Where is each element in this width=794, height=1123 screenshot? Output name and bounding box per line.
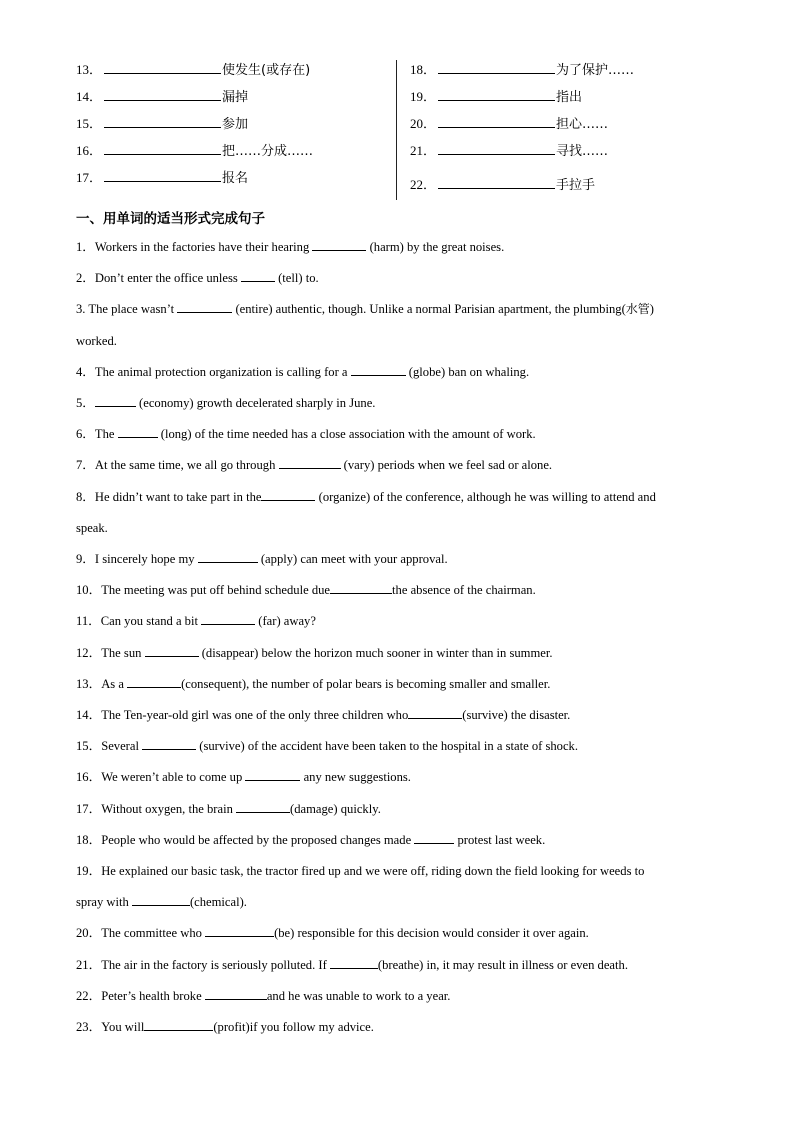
answer-blank[interactable]	[201, 612, 255, 625]
chinese-meaning: 担心……	[556, 117, 609, 132]
item-number: 20．	[76, 926, 102, 940]
exercise-item	[76, 737, 721, 755]
item-number: 5．	[76, 396, 95, 410]
sentence-text: Without oxygen, the brain	[101, 802, 237, 816]
sentence-text: (apply) can meet with your approval.	[257, 552, 448, 566]
column-divider	[396, 60, 397, 200]
item-number: 13．	[76, 677, 102, 691]
item-number: 1．	[76, 240, 95, 254]
exercise-item	[76, 581, 721, 599]
item-number: 17．	[76, 802, 102, 816]
sentence-text: (vary) periods when we feel sad or alone.	[340, 458, 553, 472]
sentence-text: He explained our basic task, the tractor fired up and we were off, riding down the field looking for weeds to	[101, 864, 645, 878]
exercise-item	[76, 956, 721, 974]
sentence-text: (harm) by the great noises.	[366, 240, 505, 254]
answer-blank[interactable]	[118, 425, 158, 438]
answer-blank[interactable]	[414, 831, 454, 844]
exercise-item	[76, 394, 721, 412]
answer-blank[interactable]	[205, 924, 274, 937]
sentence-text: You will	[101, 1020, 145, 1034]
vocab-item	[410, 60, 634, 80]
item-number: 22．	[76, 989, 102, 1003]
item-number: 14．	[76, 708, 102, 722]
vocab-item	[76, 168, 248, 188]
item-number: 17．	[76, 170, 103, 185]
sentence-text: (globe) ban on whaling.	[405, 365, 530, 379]
item-number: 16．	[76, 770, 102, 784]
exercise-item	[76, 644, 721, 662]
answer-blank[interactable]	[261, 488, 315, 501]
sentence-text: People who would be affected by the proposed changes made	[101, 833, 415, 847]
sentence-text: (organize) of the conference, although he was willing to attend and	[315, 490, 656, 504]
chinese-meaning: 把……分成……	[222, 144, 314, 159]
sentence-text: and he was unable to work to a year.	[266, 989, 451, 1003]
sentence-text: (survive) of the accident have been taken to the hospital in a state of shock.	[196, 739, 578, 753]
sentence-text: (be) responsible for this decision would consider it over again.	[274, 926, 589, 940]
answer-blank[interactable]	[438, 87, 555, 101]
vocab-item	[76, 60, 310, 80]
exercise-item	[76, 300, 721, 318]
answer-blank[interactable]	[205, 987, 267, 1000]
chinese-meaning: 使发生(或存在)	[222, 63, 311, 78]
answer-blank[interactable]	[312, 238, 366, 251]
sentence-text: (survive) the disaster.	[462, 708, 571, 722]
item-number: 2．	[76, 271, 95, 285]
sentence-text: Several	[101, 739, 143, 753]
answer-blank[interactable]	[145, 644, 199, 657]
answer-blank[interactable]	[438, 60, 555, 74]
sentence-text: We weren’t able to come up	[101, 770, 246, 784]
sentence-text: The committee who	[101, 926, 206, 940]
chinese-meaning: 报名	[222, 171, 249, 186]
item-number: 15．	[76, 739, 102, 753]
sentence-text: The place wasn’t	[88, 302, 178, 316]
exercise-item	[76, 488, 721, 506]
item-number: 18．	[410, 62, 437, 77]
exercise-item	[76, 363, 721, 381]
sentence-text: The	[94, 427, 118, 441]
sentence-text: The Ten-year-old girl was one of the only three children who	[101, 708, 409, 722]
item-number: 8．	[76, 490, 95, 504]
sentence-text: (disappear) below the horizon much sooner in winter than in summer.	[198, 646, 553, 660]
answer-blank[interactable]	[330, 581, 392, 594]
item-number: 7．	[76, 458, 95, 472]
chinese-meaning: 手拉手	[556, 178, 596, 193]
vocab-table	[76, 58, 736, 200]
exercise-item	[76, 238, 721, 256]
item-number: 12．	[76, 646, 102, 660]
item-number: 20．	[410, 116, 437, 131]
item-number: 15．	[76, 116, 103, 131]
sentence-text: speak.	[76, 521, 108, 535]
exercise-continuation	[76, 332, 721, 350]
chinese-meaning: 为了保护……	[556, 63, 635, 78]
sentence-text: I sincerely hope my	[94, 552, 198, 566]
answer-blank[interactable]	[245, 768, 300, 781]
exercise-item	[76, 675, 721, 693]
item-number: 14．	[76, 89, 103, 104]
chinese-meaning: 寻找……	[556, 144, 609, 159]
sentence-text: the absence of the chairman.	[392, 583, 536, 597]
answer-blank[interactable]	[132, 893, 190, 906]
sentence-text: The air in the factory is seriously polluted. If	[101, 958, 330, 972]
chinese-meaning: 参加	[222, 117, 249, 132]
answer-blank[interactable]	[104, 60, 221, 74]
vocab-item	[410, 175, 595, 195]
exercise-item	[76, 831, 721, 849]
sentence-text: (chemical).	[189, 895, 247, 909]
exercise-item	[76, 269, 721, 287]
answer-blank[interactable]	[438, 175, 555, 189]
vocab-item	[410, 87, 582, 107]
item-number: 19．	[410, 89, 437, 104]
sentence-text: protest last week.	[454, 833, 546, 847]
answer-blank[interactable]	[438, 141, 555, 155]
exercise-item	[76, 862, 721, 880]
vocab-item	[410, 114, 608, 134]
answer-blank[interactable]	[177, 300, 232, 313]
exercise-item	[76, 550, 721, 568]
sentence-text: (economy) growth decelerated sharply in June.	[135, 396, 376, 410]
item-number: 21．	[76, 958, 102, 972]
answer-blank[interactable]	[142, 737, 196, 750]
exercise-item	[76, 1018, 721, 1036]
answer-blank[interactable]	[104, 87, 221, 101]
exercise-item	[76, 425, 721, 443]
sentence-text: Workers in the factories have their hearing	[94, 240, 313, 254]
sentence-text: (consequent), the number of polar bears is becoming smaller and smaller.	[181, 677, 551, 691]
sentence-text: (entire) authentic, though. Unlike a normal Parisian apartment, the plumbing(	[232, 302, 626, 316]
item-number: 13．	[76, 62, 103, 77]
answer-blank[interactable]	[198, 550, 258, 563]
exercise-item	[76, 768, 721, 786]
sentence-text: The meeting was put off behind schedule due	[101, 583, 331, 597]
sentence-text: any new suggestions.	[300, 770, 411, 784]
sentence-text: He didn’t want to take part in the	[94, 490, 262, 504]
sentence-text: spray with	[76, 895, 132, 909]
item-number: 9．	[76, 552, 95, 566]
sentence-text: (tell) to.	[274, 271, 319, 285]
exercise-item	[76, 924, 721, 942]
vocab-item	[76, 141, 313, 161]
chinese-gloss: 水管	[625, 302, 650, 316]
answer-blank[interactable]	[279, 456, 341, 469]
item-number: 10．	[76, 583, 102, 597]
answer-blank[interactable]	[104, 114, 221, 128]
sentence-text: (breathe) in, it may result in illness or even death.	[377, 958, 628, 972]
sentence-text: Can you stand a bit	[100, 614, 202, 628]
sentence-text: )	[649, 302, 654, 316]
sentence-text: The animal protection organization is calling for a	[94, 365, 351, 379]
chinese-meaning: 漏掉	[222, 90, 249, 105]
vocab-item	[410, 141, 608, 161]
chinese-meaning: 指出	[556, 90, 583, 105]
sentence-text: Peter’s health broke	[101, 989, 205, 1003]
exercise-item	[76, 456, 721, 474]
answer-blank[interactable]	[104, 168, 221, 182]
exercise-continuation	[76, 893, 721, 911]
vocab-item	[76, 87, 248, 107]
item-number: 16．	[76, 143, 103, 158]
answer-blank[interactable]	[408, 706, 462, 719]
item-number: 3.	[76, 302, 89, 316]
section-title: 一、用单词的适当形式完成句子	[76, 211, 265, 227]
answer-blank[interactable]	[438, 114, 555, 128]
answer-blank[interactable]	[241, 269, 275, 282]
sentence-text: (damage) quickly.	[290, 802, 381, 816]
exercise-continuation	[76, 519, 721, 537]
item-number: 11．	[76, 614, 101, 628]
item-number: 23．	[76, 1020, 102, 1034]
answer-blank[interactable]	[144, 1018, 213, 1031]
sentence-text: (long) of the time needed has a close association with the amount of work.	[157, 427, 536, 441]
sentence-text: As a	[101, 677, 128, 691]
sentence-text: (far) away?	[255, 614, 316, 628]
item-number: 19．	[76, 864, 102, 878]
exercise-item	[76, 800, 721, 818]
exercise-item	[76, 612, 721, 630]
answer-blank[interactable]	[330, 956, 378, 969]
vocab-item	[76, 114, 248, 134]
sentence-text: (profit)if you follow my advice.	[213, 1020, 374, 1034]
answer-blank[interactable]	[236, 800, 290, 813]
item-number: 18．	[76, 833, 102, 847]
sentence-text: The sun	[101, 646, 145, 660]
exercise-item	[76, 706, 721, 724]
item-number: 22．	[410, 177, 437, 192]
answer-blank[interactable]	[351, 363, 406, 376]
sentence-text: worked.	[76, 334, 117, 348]
sentence-text: Don’t enter the office unless	[94, 271, 241, 285]
item-number: 6．	[76, 427, 95, 441]
item-number: 21．	[410, 143, 437, 158]
exercise-item	[76, 987, 721, 1005]
answer-blank[interactable]	[104, 141, 221, 155]
sentence-text: At the same time, we all go through	[94, 458, 279, 472]
item-number: 4．	[76, 365, 95, 379]
answer-blank[interactable]	[95, 394, 136, 407]
answer-blank[interactable]	[127, 675, 181, 688]
